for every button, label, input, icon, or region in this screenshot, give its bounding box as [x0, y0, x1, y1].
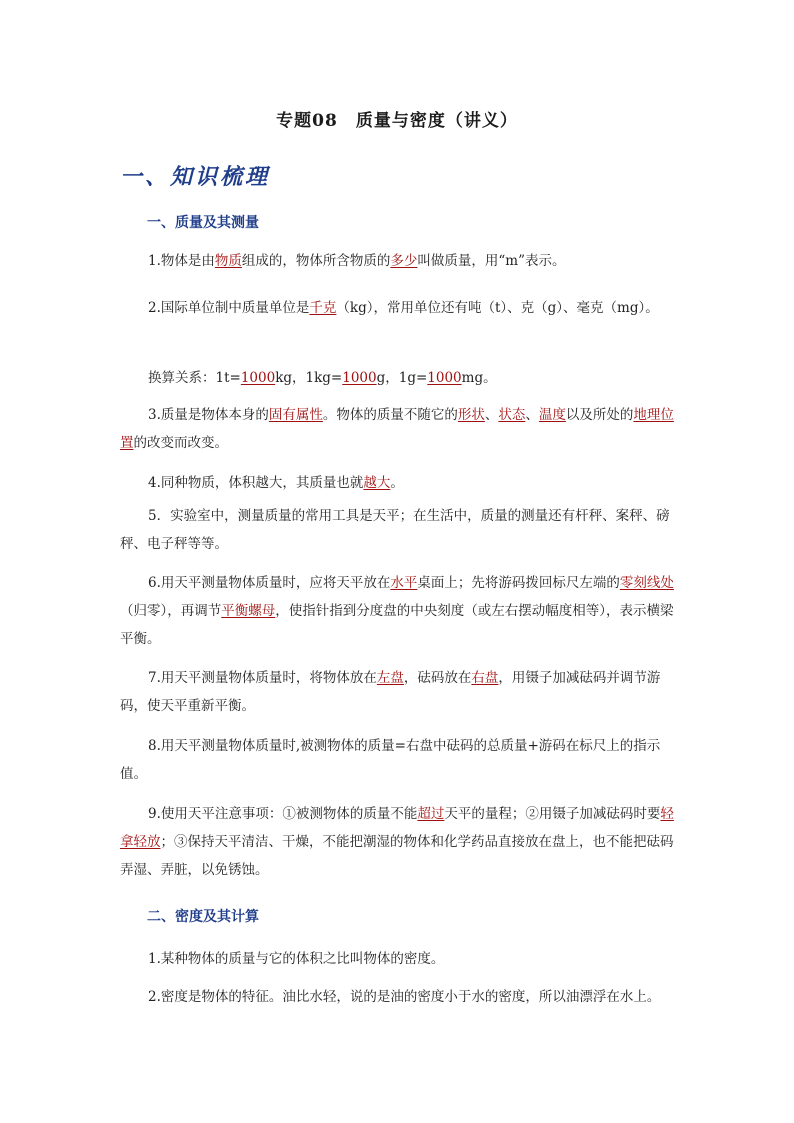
paragraph-text: ，砝码放在 [403, 670, 472, 686]
paragraph-text: （归零），再调节 [120, 603, 222, 619]
subheading-density: 二、密度及其计算 [147, 909, 259, 925]
answer-blank: 温度 [538, 407, 566, 423]
section-heading-knowledge: 一、知识梳理 [120, 164, 271, 190]
paragraph [120, 364, 676, 392]
answer-blank: 超过 [417, 806, 445, 822]
paragraph-text: 2.国际单位制中质量单位是 [148, 300, 310, 316]
answer-blank: 平衡螺母 [221, 603, 276, 619]
answer-blank: 水平 [390, 575, 418, 591]
paragraph-text: 3.质量是物体本身的 [148, 407, 269, 423]
answer-blank: 形状 [457, 407, 485, 423]
paragraph-text: 9.使用天平注意事项：①被测物体的质量不能 [148, 806, 418, 822]
paragraph [120, 401, 676, 457]
paragraph-text: 组成的，物体所含物质的 [241, 253, 391, 269]
paragraph-text: 1.物体是由 [148, 253, 215, 269]
paragraph [120, 247, 676, 275]
answer-blank: 1000 [342, 370, 377, 386]
paragraph-text: kg，1kg= [275, 370, 343, 386]
paragraph-text: 换算关系：1t= [148, 370, 241, 386]
paragraph-text: ，使指针指到分度盘的中央刻度（或左右摆动幅度相等），表示横梁平衡。 [120, 603, 674, 647]
paragraph-text: 1.某种物体的质量与它的体积之比叫物体的密度。 [148, 951, 445, 967]
paragraph-text: 叫做质量，用“m”表示。 [417, 253, 566, 269]
paragraph-text: 、 [525, 407, 539, 423]
answer-blank: 多少 [390, 253, 418, 269]
paragraph-text: ；③保持天平清洁、干燥，不能把潮湿的物体和化学药品直接放在盘上，也不能把砝码弄湿、弄脏，以免锈蚀。 [120, 834, 674, 878]
paragraph-text: 7.用天平测量物体质量时，将物体放在 [148, 670, 377, 686]
paragraph-text: 。物体的质量不随它的 [322, 407, 458, 423]
paragraph [120, 732, 676, 788]
paragraph-text: （kg），常用单位还有吨（t）、克（g）、毫克（mg）。 [336, 300, 659, 316]
paragraph-text: 5．实验室中，测量质量的常用工具是天平；在生活中，质量的测量还有杆秤、案秤、磅秤、电子秤等等。 [120, 508, 670, 552]
paragraph-text: 以及所处的 [565, 407, 634, 423]
subheading-mass: 一、质量及其测量 [147, 215, 259, 231]
paragraph [120, 664, 676, 720]
answer-blank: 1000 [427, 370, 462, 386]
paragraph [120, 569, 676, 653]
paragraph-text: mg。 [461, 370, 497, 386]
paragraph-text: 天平的量程；②用镊子加减砝码时要 [444, 806, 661, 822]
answer-blank: 千克 [309, 300, 337, 316]
paragraph-text: 4.同种物质，体积越大，其质量也就 [148, 475, 364, 491]
paragraph-text: 2.密度是物体的特征。油比水轻，说的是油的密度小于水的密度，所以油漂浮在水上。 [148, 989, 661, 1005]
answer-blank: 1000 [240, 370, 276, 386]
answer-blank: 左盘 [376, 670, 404, 686]
paragraph [120, 983, 676, 1011]
answer-blank: 固有属性 [268, 407, 323, 423]
paragraph-text: 6.用天平测量物体质量时，应将天平放在 [148, 575, 391, 591]
answer-blank: 右盘 [471, 670, 499, 686]
page-title: 专题08 质量与密度（讲义） [276, 111, 518, 131]
paragraph-text: 。 [390, 475, 404, 491]
paragraph [120, 800, 676, 884]
answer-blank: 状态 [498, 407, 526, 423]
paragraph [120, 294, 676, 322]
paragraph [120, 469, 676, 497]
paragraph-text: 、 [484, 407, 499, 423]
paragraph-text: 桌面上；先将游码拨回标尺左端的 [417, 575, 620, 591]
answer-blank: 越大 [363, 475, 391, 491]
paragraph [120, 502, 676, 558]
paragraph-text: ，用镊子加减砝码并调节游码，使天平重新平衡。 [120, 670, 661, 714]
answer-blank: 零刻线处 [619, 575, 674, 591]
paragraph-text: 的改变而改变。 [133, 435, 228, 451]
paragraph-text: 8.用天平测量物体质量时,被测物体的质量=右盘中砝码的总质量+游码在标尺上的指示值。 [120, 738, 661, 782]
paragraph-text: g，1g= [376, 370, 428, 386]
answer-blank: 地理位置 [120, 407, 674, 451]
answer-blank: 轻拿轻放 [120, 806, 674, 850]
answer-blank: 物质 [214, 253, 242, 269]
paragraph [120, 945, 676, 973]
